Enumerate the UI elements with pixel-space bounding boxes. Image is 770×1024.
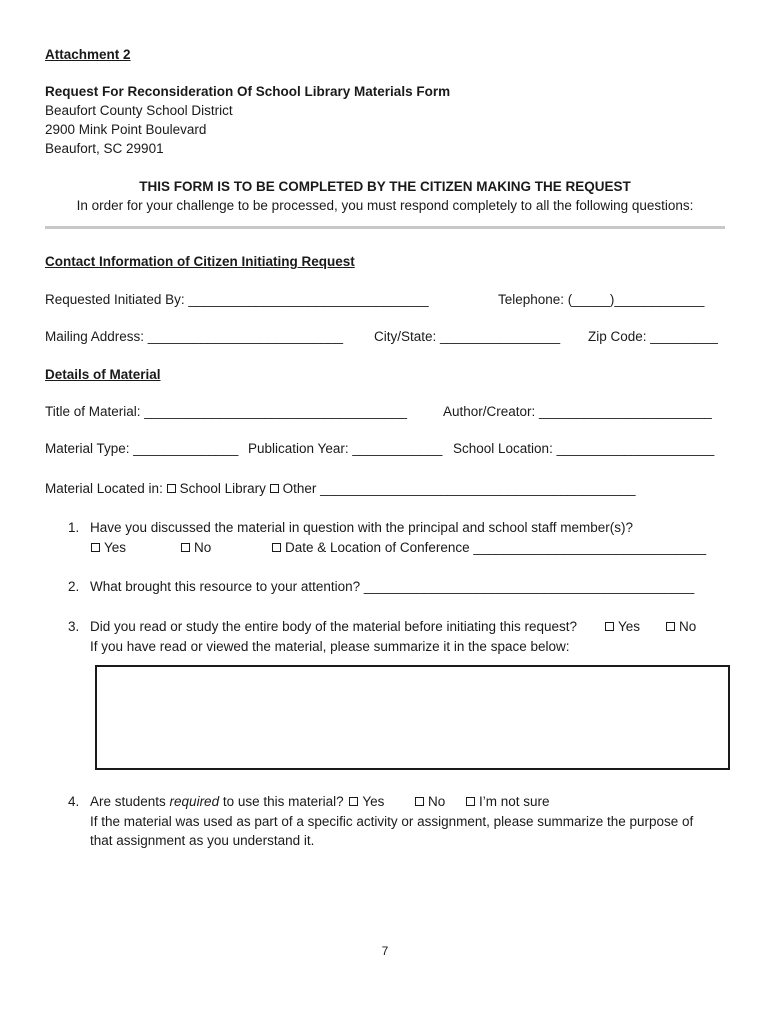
question-4-text-before: Are students	[90, 794, 170, 809]
mailing-address-field[interactable]: Mailing Address: __________________________	[45, 329, 344, 344]
publication-year-field[interactable]: Publication Year: ____________	[248, 441, 443, 456]
requested-by-field[interactable]: Requested Initiated By: ________________________________	[45, 292, 429, 307]
district-address: 2900 Mink Point Boulevard	[45, 122, 207, 137]
question-4-followup-2: that assignment as you understand it.	[90, 833, 315, 848]
q4-not-sure-option[interactable]	[466, 794, 550, 809]
q4-yes-label: Yes	[362, 794, 385, 809]
question-3	[68, 619, 577, 634]
q3-yes-label: Yes	[618, 619, 641, 634]
q1-date-option[interactable]	[272, 540, 706, 555]
q1-yes-checkbox[interactable]	[91, 543, 100, 552]
contact-heading: Contact Information of Citizen Initiating Request	[45, 254, 355, 269]
q3-yes-option[interactable]	[605, 619, 640, 634]
q4-not-sure-label: I’m not sure	[479, 794, 550, 809]
question-3-text: Did you read or study the entire body of the material before initiating this request?	[90, 619, 578, 634]
material-heading: Details of Material	[45, 367, 161, 382]
q4-no-label: No	[428, 794, 446, 809]
question-4-text-italic: required	[169, 794, 220, 809]
q4-yes-checkbox[interactable]	[349, 797, 358, 806]
q1-date-checkbox[interactable]	[272, 543, 281, 552]
school-library-checkbox[interactable]	[167, 484, 176, 493]
q3-no-option[interactable]	[666, 619, 696, 634]
question-4-number: 4.	[68, 794, 80, 809]
q1-no-checkbox[interactable]	[181, 543, 190, 552]
q4-no-option[interactable]	[415, 794, 445, 809]
q1-no-label: No	[194, 540, 212, 555]
question-1-number: 1.	[68, 520, 80, 535]
question-4-followup-1: If the material was used as part of a specific activity or assignment, please summarize the purpose of	[90, 814, 694, 829]
question-3-number: 3.	[68, 619, 80, 634]
attachment-label: Attachment 2	[45, 47, 131, 62]
title-field[interactable]: Title of Material: ___________________________________	[45, 404, 408, 419]
q3-no-label: No	[679, 619, 697, 634]
author-field[interactable]: Author/Creator: _______________________	[443, 404, 712, 419]
q3-yes-checkbox[interactable]	[605, 622, 614, 631]
q1-date-field[interactable]: Date & Location of Conference _______________________________	[285, 540, 707, 555]
q1-no-option[interactable]	[181, 540, 211, 555]
q1-yes-option[interactable]	[91, 540, 126, 555]
q1-yes-label: Yes	[104, 540, 127, 555]
district-name: Beaufort County School District	[45, 103, 233, 118]
summary-textbox[interactable]	[95, 665, 730, 770]
question-2-field[interactable]: What brought this resource to your attention? ____________________________________________	[90, 579, 695, 594]
notice-heading: THIS FORM IS TO BE COMPLETED BY THE CITIZEN MAKING THE REQUEST	[139, 179, 631, 194]
form-title: Request For Reconsideration Of School Library Materials Form	[45, 84, 451, 99]
question-4-text-after: to use this material?	[219, 794, 344, 809]
zip-code-field[interactable]: Zip Code: _________	[588, 329, 718, 344]
school-location-field[interactable]: School Location: _____________________	[453, 441, 715, 456]
notice-subtext: In order for your challenge to be processed, you must respond completely to all the following questions:	[76, 198, 694, 213]
school-library-label: School Library	[179, 481, 266, 496]
other-field[interactable]: Other __________________________________________	[282, 481, 636, 496]
material-type-field[interactable]: Material Type: ______________	[45, 441, 239, 456]
city-state-field[interactable]: City/State: ________________	[374, 329, 561, 344]
q4-not-sure-checkbox[interactable]	[466, 797, 475, 806]
district-city: Beaufort, SC 29901	[45, 141, 164, 156]
section-divider	[45, 226, 725, 229]
question-2	[68, 579, 694, 594]
question-2-number: 2.	[68, 579, 80, 594]
other-checkbox[interactable]	[270, 484, 279, 493]
q4-no-checkbox[interactable]	[415, 797, 424, 806]
located-in-row	[45, 481, 636, 496]
page-number: 7	[381, 944, 389, 958]
located-in-label: Material Located in:	[45, 481, 163, 496]
question-3-followup: If you have read or viewed the material, please summarize it in the space below:	[90, 639, 570, 654]
question-1-text: Have you discussed the material in question with the principal and school staff member(s)?	[90, 520, 634, 535]
q3-no-checkbox[interactable]	[666, 622, 675, 631]
question-1	[68, 520, 633, 535]
telephone-field[interactable]: Telephone: (_____)____________	[498, 292, 705, 307]
question-4	[68, 794, 384, 809]
